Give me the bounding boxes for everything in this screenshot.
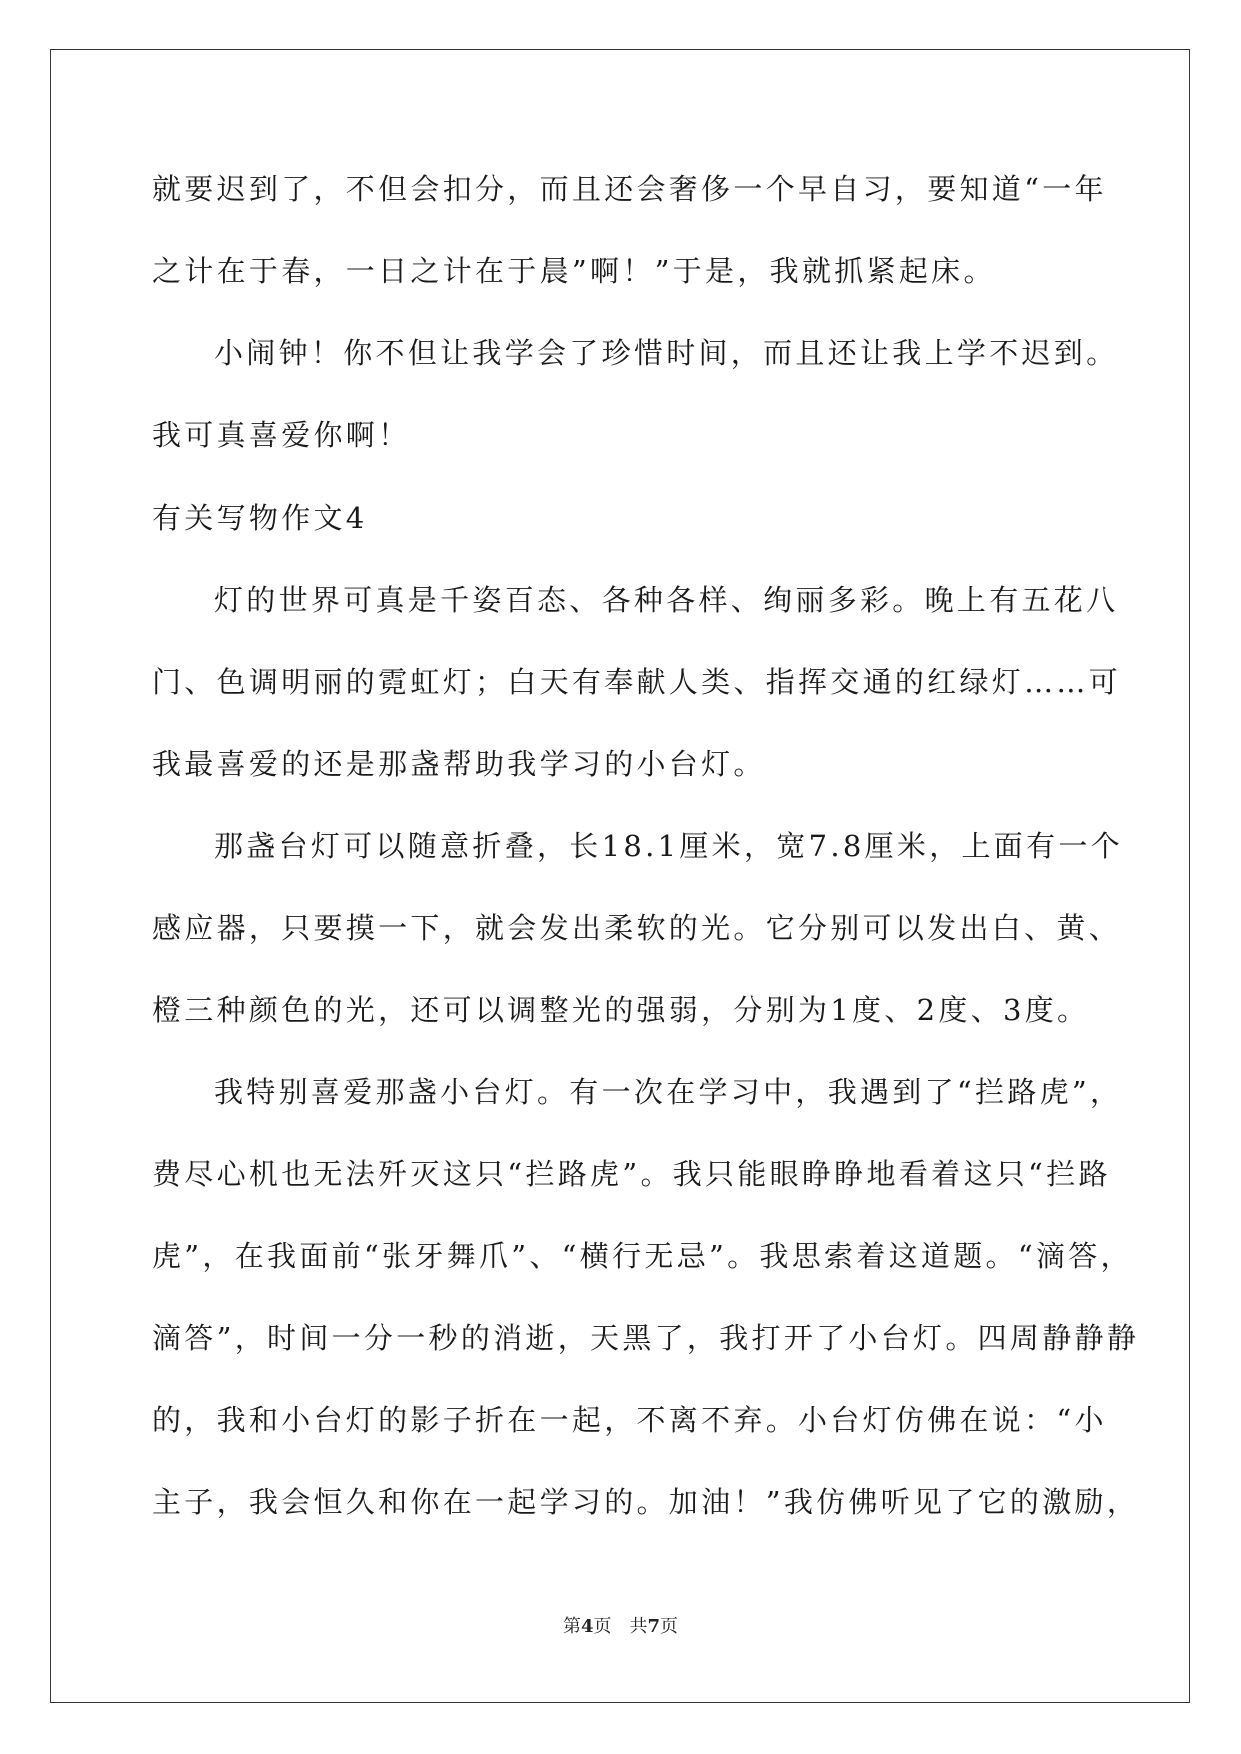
page-border [50,49,1190,1703]
text-line: 门、色调明丽的霓虹灯；白天有奉献人类、指挥交通的红绿灯……可 [152,665,1122,699]
text-line: 之计在于春，一日之计在于晨”啊！”于是，我就抓紧起床。 [152,254,996,288]
text-line: 那盏台灯可以随意折叠，长18.1厘米，宽7.8厘米，上面有一个 [214,829,1123,863]
page-footer [0,1612,1241,1638]
total-pages-number: 7 [647,1616,661,1637]
text-line: 主子，我会恒久和你在一起学习的。加油！”我仿佛听见了它的激励， [152,1485,1140,1519]
text-line: 滴答”，时间一分一秒的消逝，天黑了，我打开了小台灯。四周静静静 [152,1321,1140,1355]
text-line: 我可真喜爱你啊！ [152,418,411,452]
text-line: 我特别喜爱那盏小台灯。有一次在学习中，我遇到了“拦路虎”， [214,1075,1123,1109]
text-line: 虎”，在我面前“张牙舞爪”、“横行无忌”。我思索着这道题。“滴答， [152,1239,1133,1273]
text-line: 的，我和小台灯的影子折在一起，不离不弃。小台灯仿佛在说：“小 [152,1403,1107,1437]
footer-suffix: 页 [660,1616,679,1637]
text-line: 橙三种颜色的光，还可以调整光的强弱，分别为1度、2度、3度。 [152,993,1090,1027]
section-heading: 有关写物作文4 [152,501,368,535]
footer-prefix: 第 [562,1616,581,1637]
text-line: 灯的世界可真是千姿百态、各种各样、绚丽多彩。晚上有五花八 [214,583,1119,617]
current-page-number: 4 [580,1616,594,1637]
text-line: 就要迟到了，不但会扣分，而且还会奢侈一个早自习，要知道“一年 [152,172,1107,206]
text-line: 我最喜爱的还是那盏帮助我学习的小台灯。 [152,747,766,781]
text-line: 小闹钟！你不但让我学会了珍惜时间，而且还让我上学不迟到。 [214,336,1119,370]
text-line: 感应器，只要摸一下，就会发出柔软的光。它分别可以发出白、黄、 [152,911,1122,945]
text-line: 费尽心机也无法歼灭这只“拦路虎”。我只能眼睁睁地看着这只“拦路 [152,1157,1111,1191]
footer-middle: 页 共 [593,1616,648,1637]
